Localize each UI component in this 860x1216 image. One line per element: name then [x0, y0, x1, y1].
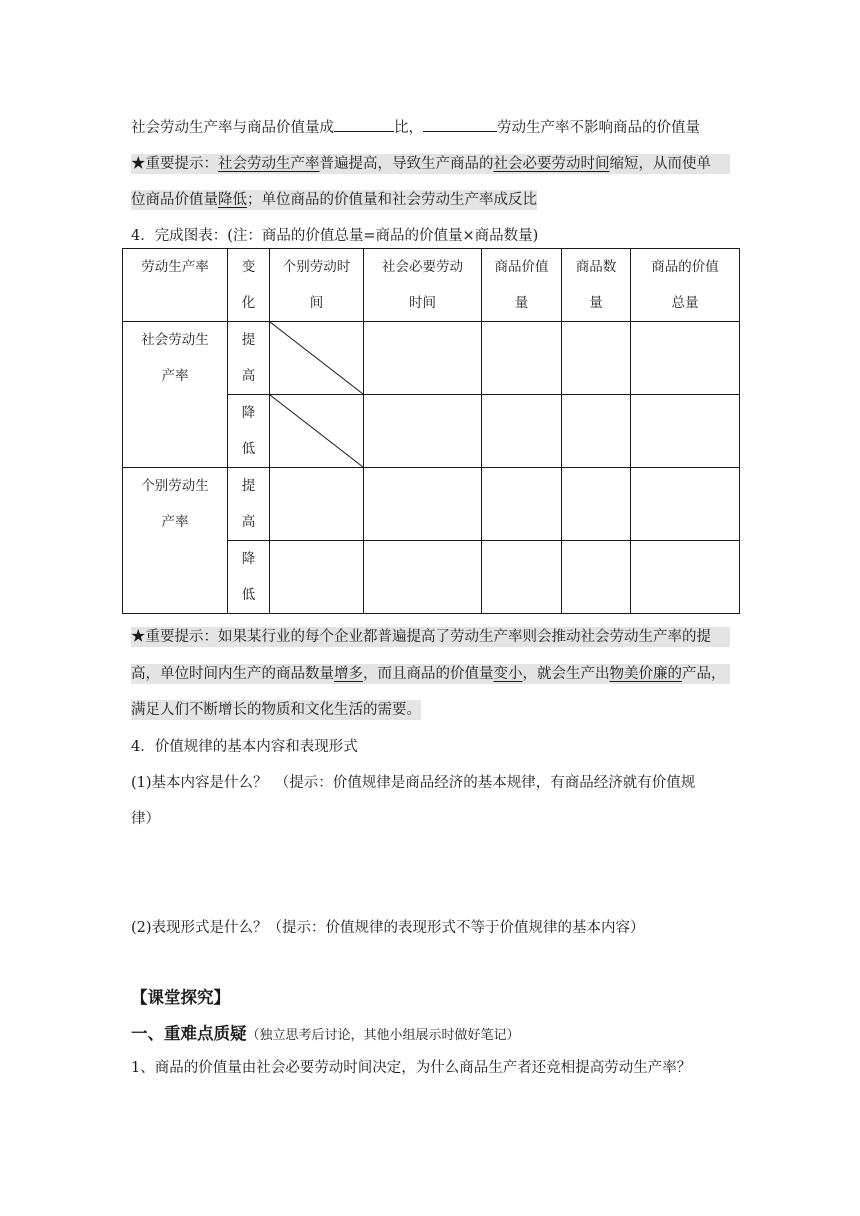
answer-cell[interactable] — [562, 541, 631, 614]
task-4-instructions: 4．完成图表：(注：商品的价值总量=商品的价值量×商品数量) — [131, 228, 539, 244]
answer-cell[interactable] — [482, 395, 562, 468]
answer-cell[interactable] — [482, 541, 562, 614]
answer-cell[interactable] — [562, 322, 631, 395]
answer-cell[interactable] — [270, 541, 364, 614]
answer-cell[interactable] — [364, 322, 482, 395]
table-row — [123, 468, 740, 541]
discussion-question-1: 1、商品的价值量由社会必要劳动时间决定，为什么商品生产者还竞相提高劳动生产率？ — [131, 1060, 692, 1076]
header-total-value: 商品的价值 总量 — [631, 249, 740, 322]
answer-cell[interactable] — [631, 322, 740, 395]
header-productivity: 劳动生产率 — [123, 249, 228, 322]
important-tip-2-line2: 高，单位时间内生产的商品数量增多，而且商品的价值量变小，就会生产出物美价廉的产品， — [131, 664, 730, 684]
answer-cell[interactable] — [631, 395, 740, 468]
question-2: (2)表现形式是什么？（提示：价值规律的表现形式不等于价值规律的基本内容） — [131, 920, 645, 936]
answer-cell[interactable] — [364, 541, 482, 614]
change-increase: 提 高 — [228, 322, 270, 395]
answer-cell[interactable] — [270, 468, 364, 541]
fill-blank-2[interactable] — [423, 117, 497, 132]
row-group-individual-productivity: 个别劳动生 产率 — [123, 468, 228, 614]
answer-cell[interactable] — [482, 322, 562, 395]
change-decrease: 降 低 — [228, 541, 270, 614]
answer-cell[interactable] — [364, 468, 482, 541]
answer-cell[interactable] — [562, 468, 631, 541]
paragraph-value-ratio: 社会劳动生产率与商品价值量成 比， 劳动生产率不影响商品的价值量 — [131, 117, 700, 138]
header-unit-value: 商品价值 量 — [482, 249, 562, 322]
answer-cell[interactable] — [482, 468, 562, 541]
productivity-table — [122, 248, 740, 614]
answer-cell[interactable] — [631, 541, 740, 614]
section-value-law: 4．价值规律的基本内容和表现形式 — [131, 739, 358, 755]
table-row — [123, 322, 740, 395]
important-tip-1-cont: 位商品价值量降低；单位商品的价值量和社会劳动生产率成反比 — [131, 192, 537, 208]
diagonal-line — [270, 395, 363, 467]
question-1-cont: 律） — [131, 811, 160, 827]
answer-cell[interactable] — [631, 468, 740, 541]
header-individual-time: 个别劳动时 间 — [270, 249, 364, 322]
fill-blank-1[interactable] — [334, 117, 394, 132]
change-increase: 提 高 — [228, 468, 270, 541]
header-quantity: 商品数 量 — [562, 249, 631, 322]
important-tip-1: ★重要提示：社会劳动生产率普遍提高，导致生产商品的社会必要劳动时间缩短，从而使单 — [131, 154, 730, 174]
important-tip-2: ★重要提示：如果某行业的每个企业都普遍提高了劳动生产率则会推动社会劳动生产率的提 — [131, 627, 730, 647]
question-1: (1)基本内容是什么？ （提示：价值规律是商品经济的基本规律，有商品经济就有价值规 — [131, 775, 696, 791]
section-heading-explore: 【课堂探究】 — [131, 988, 230, 1007]
answer-cell[interactable] — [364, 395, 482, 468]
diagonal-cell — [270, 322, 364, 395]
subsection-heading: 一、重难点质疑（独立思考后讨论，其他小组展示时做好笔记） — [131, 1024, 520, 1043]
header-change: 变 化 — [228, 249, 270, 322]
answer-cell[interactable] — [562, 395, 631, 468]
row-group-social-productivity: 社会劳动生 产率 — [123, 322, 228, 468]
important-tip-2-line3: 满足人们不断增长的物质和文化生活的需要。 — [131, 702, 421, 718]
table-header-row — [123, 249, 740, 322]
change-decrease: 降 低 — [228, 395, 270, 468]
diagonal-line — [270, 322, 363, 394]
header-social-necessary-time: 社会必要劳动 时间 — [364, 249, 482, 322]
diagonal-cell — [270, 395, 364, 468]
